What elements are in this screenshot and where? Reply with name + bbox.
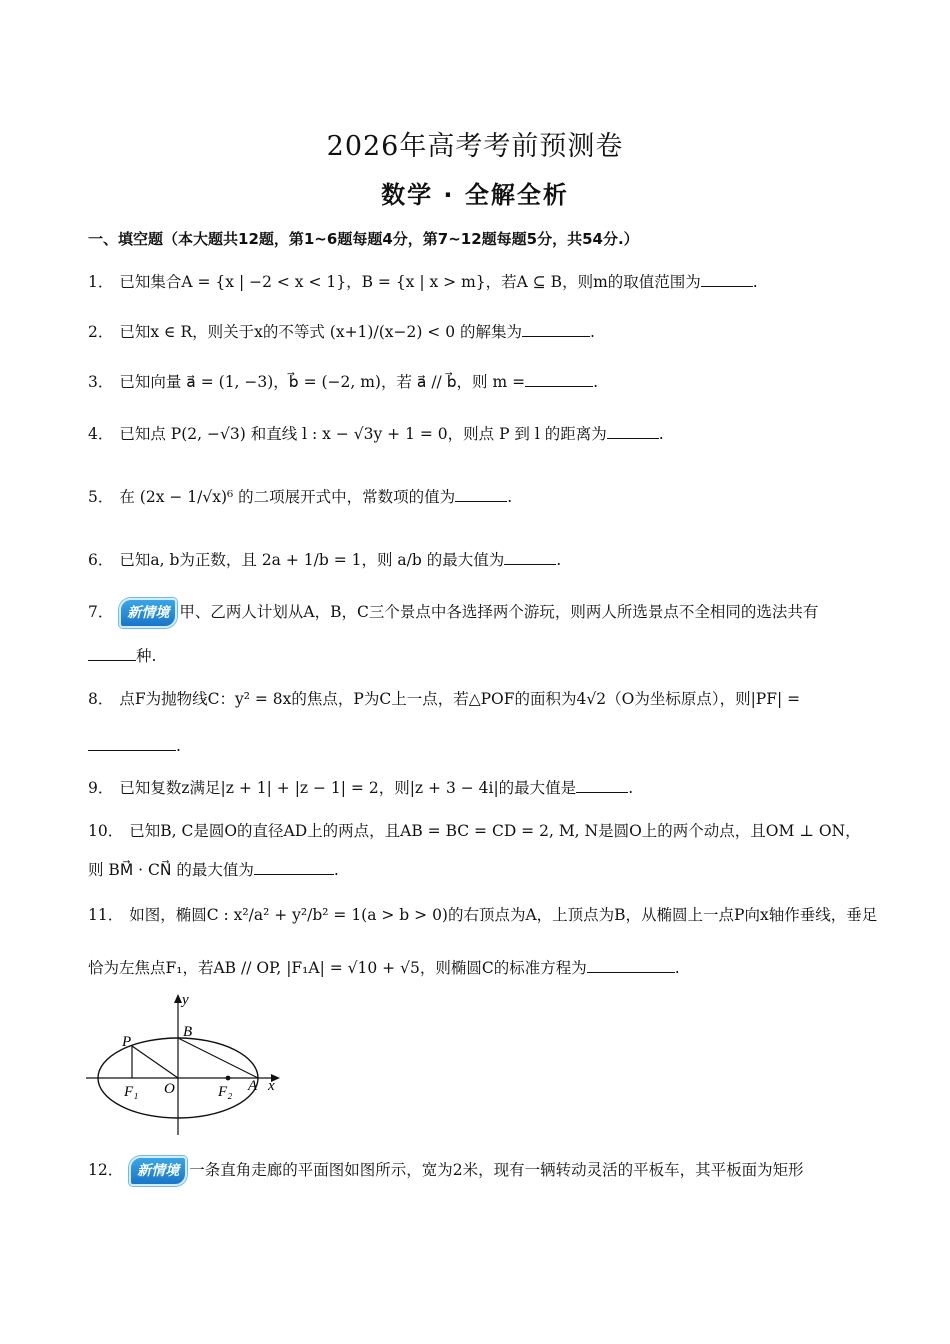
question-text: 已知a, b为正数，且 2a + 1/b = 1，则 a/b 的最大值为: [119, 551, 505, 569]
y-axis-arrow-icon: [174, 994, 182, 1003]
answer-blank: [607, 422, 659, 439]
question-text: 在 (2x − 1/√x)⁶ 的二项展开式中，常数项的值为: [119, 488, 456, 506]
question-text: 如图，椭圆C : x²/a² + y²/b² = 1(a > b > 0)的右顶点为A，上顶点为B，从椭圆上一点P向x轴作垂线，垂足: [129, 906, 878, 924]
label-y: y: [182, 992, 189, 1008]
question-9: 9． 已知复数z满足|z + 1| + |z − 1| = 2，则|z + 3 − 4i|的最大值是 .: [88, 776, 868, 799]
label-b: B: [183, 1024, 193, 1040]
focus-f2-dot: [226, 1076, 231, 1081]
question-8: 8． 点F为抛物线C：y² = 8x的焦点，P为C上一点，若△POF的面积为4√2（O为坐标原点），则|PF| =: [88, 690, 801, 708]
answer-blank: [254, 858, 334, 875]
question-text: 已知点 P(2, −√3) 和直线 l : x − √3y + 1 = 0，则点 P 到 l 的距离为: [119, 425, 607, 443]
question-text: 已知复数z满足|z + 1| + |z − 1| = 2，则|z + 3 − 4i|的最大值是: [119, 779, 577, 797]
answer-blank: [522, 320, 590, 337]
question-text: 一条直角走廊的平面图如图所示，宽为2米，现有一辆转动灵活的平板车，其平板面为矩形: [189, 1161, 804, 1179]
question-3: 3． 已知向量 a⃗ = (1, −3)，b⃗ = (−2, m)，若 a⃗ // b⃗，则 m = .: [88, 370, 868, 393]
question-8-line2: .: [88, 734, 868, 757]
question-11: 11． 如图，椭圆C : x²/a² + y²/b² = 1(a > b > 0)的右顶点为A，上顶点为B，从椭圆上一点P向x轴作垂线，垂足: [88, 906, 878, 924]
answer-blank: [587, 956, 675, 973]
question-text: 已知x ∈ R，则关于x的不等式 (x+1)/(x−2) < 0 的解集为: [119, 323, 523, 341]
question-12: 12． 新情境 一条直角走廊的平面图如图所示，宽为2米，现有一辆转动灵活的平板车，其平板面为矩形: [88, 1156, 868, 1186]
question-10-line2: 则 BM⃗ · CN⃗ 的最大值为 .: [88, 858, 868, 881]
label-f2: F₂: [218, 1084, 233, 1100]
section-heading: 一、填空题（本大题共12题，第1~6题每题4分，第7~12题每题5分，共54分.）: [88, 230, 639, 248]
question-2: 2． 已知x ∈ R，则关于x的不等式 (x+1)/(x−2) < 0 的解集为 .: [88, 320, 868, 343]
label-f1: F₁: [124, 1084, 139, 1100]
answer-blank: [576, 776, 628, 793]
question-7-line2: 种.: [88, 644, 868, 667]
answer-blank: [504, 548, 556, 565]
label-o: O: [164, 1081, 175, 1097]
question-7: 7． 新情境 甲、乙两人计划从A，B，C三个景点中各选择两个游玩，则两人所选景点不全相同的选法共有: [88, 598, 868, 628]
label-a: A: [248, 1078, 258, 1094]
question-text: 则 BM⃗ · CN⃗ 的最大值为: [88, 861, 254, 879]
answer-blank: [88, 734, 176, 751]
question-text: 甲、乙两人计划从A，B，C三个景点中各选择两个游玩，则两人所选景点不全相同的选法共有: [179, 603, 819, 621]
question-11-line2: 恰为左焦点F₁，若AB // OP, |F₁A| = √10 + √5，则椭圆C的标准方程为 .: [88, 956, 868, 979]
new-context-badge: 新情境: [119, 598, 177, 628]
question-1: 1． 已知集合A = {x | −2 < x < 1}，B = {x | x > m}，若A ⊆ B，则m的取值范围为 .: [88, 270, 868, 293]
page-subtitle: 数学 · 全解全析: [381, 181, 569, 209]
answer-blank: [455, 485, 507, 502]
segment-ab: [178, 1038, 258, 1078]
question-text: 已知向量 a⃗ = (1, −3)，b⃗ = (−2, m)，若 a⃗ // b⃗，则 m =: [119, 373, 526, 391]
segment-op: [132, 1046, 178, 1078]
question-text: 点F为抛物线C：y² = 8x的焦点，P为C上一点，若△POF的面积为4√2（O为坐标原点），则|PF| =: [119, 690, 801, 708]
label-p: P: [122, 1034, 132, 1050]
answer-blank: [701, 270, 753, 287]
question-5: 5． 在 (2x − 1/√x)⁶ 的二项展开式中，常数项的值为 .: [88, 485, 868, 508]
question-text: 恰为左焦点F₁，若AB // OP, |F₁A| = √10 + √5，则椭圆C的标准方程为: [88, 959, 587, 977]
question-4: 4． 已知点 P(2, −√3) 和直线 l : x − √3y + 1 = 0，则点 P 到 l 的距离为 .: [88, 422, 868, 445]
question-10: 10． 已知B, C是圆O的直径AD上的两点，且AB = BC = CD = 2, M, N是圆O上的两个动点，且OM ⊥ ON，: [88, 822, 861, 840]
question-text: 已知集合A = {x | −2 < x < 1}，B = {x | x > m}，若A ⊆ B，则m的取值范围为: [119, 273, 701, 291]
answer-blank: [88, 644, 136, 661]
new-context-badge: 新情境: [129, 1156, 187, 1186]
ellipse-figure: [82, 992, 292, 1138]
answer-blank: [525, 370, 593, 387]
page-title: 2026年高考考前预测卷: [326, 131, 624, 162]
label-x: x: [268, 1078, 275, 1094]
question-text: 已知B, C是圆O的直径AD上的两点，且AB = BC = CD = 2, M, N是圆O上的两个动点，且OM ⊥ ON，: [129, 822, 861, 840]
question-6: 6． 已知a, b为正数，且 2a + 1/b = 1，则 a/b 的最大值为 .: [88, 548, 868, 571]
